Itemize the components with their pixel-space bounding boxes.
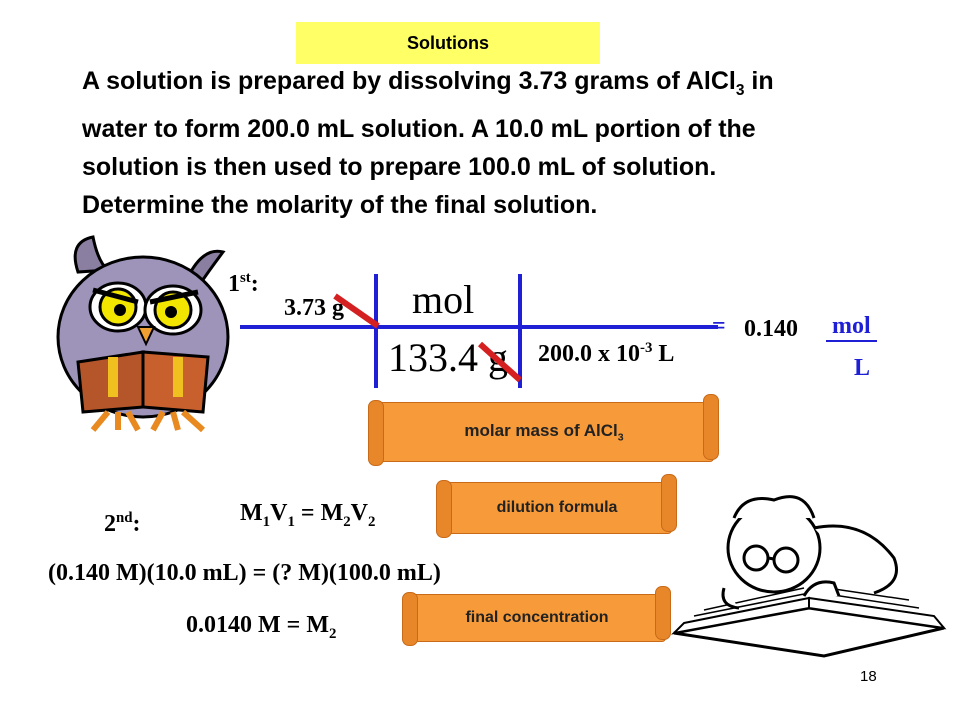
step1-label-sup: st — [240, 270, 251, 286]
scroll-curl-left-3 — [402, 592, 418, 646]
formula-m2-sub: 2 — [343, 513, 351, 530]
owl-reading-icon — [38, 232, 248, 432]
formula-v2-sub: 2 — [368, 513, 376, 530]
section-title-text: Solutions — [407, 32, 489, 53]
page-number: 18 — [860, 668, 877, 685]
problem-line-3: solution is then used to prepare 100.0 mL of solution. — [82, 153, 717, 181]
formula-v2: V — [350, 500, 368, 526]
note-molar-mass-text — [464, 421, 623, 443]
note-final-concentration — [408, 594, 666, 642]
step1-mol: mol — [412, 277, 475, 322]
formula-v1-sub: 1 — [287, 513, 295, 530]
dilution-formula — [240, 500, 375, 531]
scroll-curl-left — [368, 400, 384, 466]
formula-v1: V — [270, 500, 288, 526]
final-answer — [186, 612, 336, 643]
step1-label-colon: : — [250, 271, 259, 297]
problem-line-2: water to form 200.0 mL solution. A 10.0 mL portion of the — [82, 115, 756, 143]
formula-m1-sub: 1 — [262, 513, 271, 530]
note-molar-mass-a: molar mass of AlCl — [464, 420, 618, 440]
step1-equals: = — [712, 313, 726, 339]
cancel-marks — [330, 290, 530, 390]
final-answer-sub: 2 — [328, 625, 337, 642]
step1-volume-text: 200.0 x 10 — [538, 341, 640, 367]
step2-label-num: 2 — [104, 511, 116, 537]
final-answer-text: 0.0140 M = M — [186, 612, 329, 638]
problem-line-4: Determine the molarity of the final solution. — [82, 191, 598, 219]
note-dilution-formula — [442, 482, 672, 534]
scroll-curl-left-2 — [436, 480, 452, 538]
step1-label-num: 1 — [228, 271, 240, 297]
step2-label-sup: nd — [116, 510, 133, 526]
scroll-curl-right — [703, 394, 719, 460]
step2-label-colon: : — [132, 511, 141, 537]
note-molar-mass-sub: 3 — [617, 431, 624, 444]
problem-line-1-text: A solution is prepared by dissolving 3.73 grams of AlCl — [82, 67, 736, 95]
step1-molar-mass: 133.4 g — [388, 335, 508, 380]
step1-volume-unit: L — [652, 341, 675, 367]
step1-unit-denominator: L — [854, 355, 871, 381]
substitution-equation: (0.140 M)(10.0 mL) = (? M)(100.0 mL) — [48, 560, 441, 586]
step1-mass: 3.73 g — [284, 295, 344, 321]
student-reading-icon — [664, 488, 954, 658]
formula-m2: M — [320, 500, 344, 526]
problem-line-1-sub: 3 — [735, 82, 745, 99]
formula-equals: = — [294, 500, 321, 526]
step1-volume-exp: -3 — [640, 340, 653, 356]
problem-line-1-end: in — [744, 67, 774, 95]
note-dilution-formula-text: dilution formula — [496, 499, 618, 516]
step2-label — [104, 510, 141, 538]
problem-line-1 — [82, 62, 882, 110]
section-title — [296, 22, 600, 64]
step1-unit-numerator: mol — [826, 313, 877, 342]
note-molar-mass — [374, 402, 714, 462]
step1-result: 0.140 — [744, 316, 798, 342]
step1-volume — [538, 340, 674, 368]
note-final-concentration-text: final concentration — [465, 609, 609, 626]
problem-statement — [82, 62, 882, 224]
formula-m1: M — [240, 500, 263, 526]
